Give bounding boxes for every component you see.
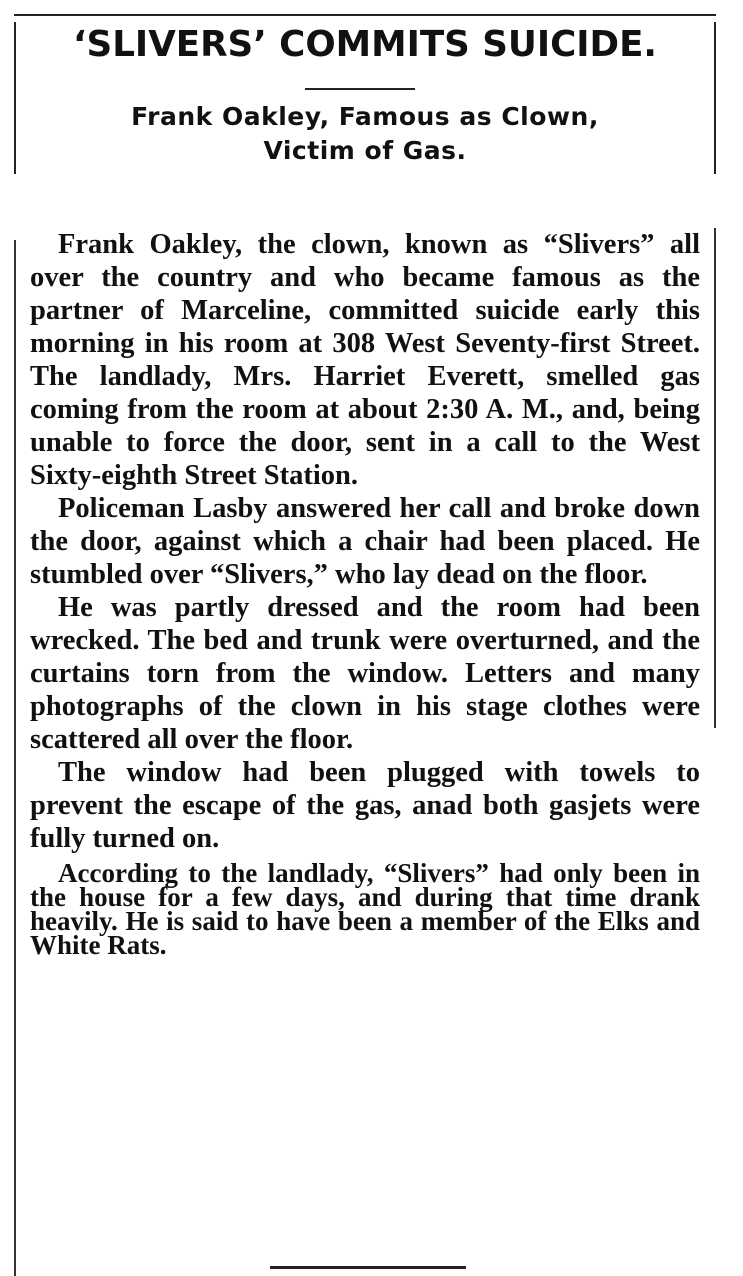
article-body bbox=[30, 228, 700, 960]
end-of-article-rule bbox=[270, 1266, 466, 1269]
subheadline-line-1: Frank Oakley, Famous as Clown, bbox=[131, 102, 599, 131]
paragraph-2: Policeman Lasby answered her call and broke down the door, against which a chair had been placed. He stumbled over “Slivers,” who lay dead on the floor. bbox=[30, 493, 700, 590]
right-column-rule-body bbox=[714, 228, 716, 728]
subheadline-line-2: Victim of Gas. bbox=[263, 136, 467, 165]
paragraph-5: According to the landlady, “Slivers” had only been in the house for a few days, and during that time drank heavily. He is said to have been a member of the Elks and White Rats. bbox=[30, 858, 700, 960]
paragraph-4: The window had been plugged with towels to prevent the escape of the gas, anad both gasjets were fully turned on. bbox=[30, 757, 700, 854]
paragraph-3: He was partly dressed and the room had been wrecked. The bed and trunk were overturned, and the curtains torn from the window. Letters and many photographs of the clown in his stage clothes were scattered all over the floor. bbox=[30, 592, 700, 755]
headline: ‘SLIVERS’ COMMITS SUICIDE. bbox=[73, 24, 657, 65]
right-column-rule-top bbox=[714, 22, 716, 174]
left-column-rule-body bbox=[14, 240, 16, 1276]
subheadline bbox=[20, 100, 710, 168]
paragraph-1: Frank Oakley, the clown, known as “Slivers” all over the country and who became famous as the partner of Marceline, committed suicide early this morning in his room at 308 West Seventy-first Street. The landlady, Mrs. Harriet Everett, smelled gas coming from the room at about 2:30 A. M., and, being unable to force the door, sent in a call to the West Sixty-eighth Street Station. bbox=[30, 229, 700, 491]
left-column-rule-top bbox=[14, 22, 16, 174]
top-border-rule bbox=[14, 14, 716, 16]
headline-divider bbox=[305, 88, 415, 90]
